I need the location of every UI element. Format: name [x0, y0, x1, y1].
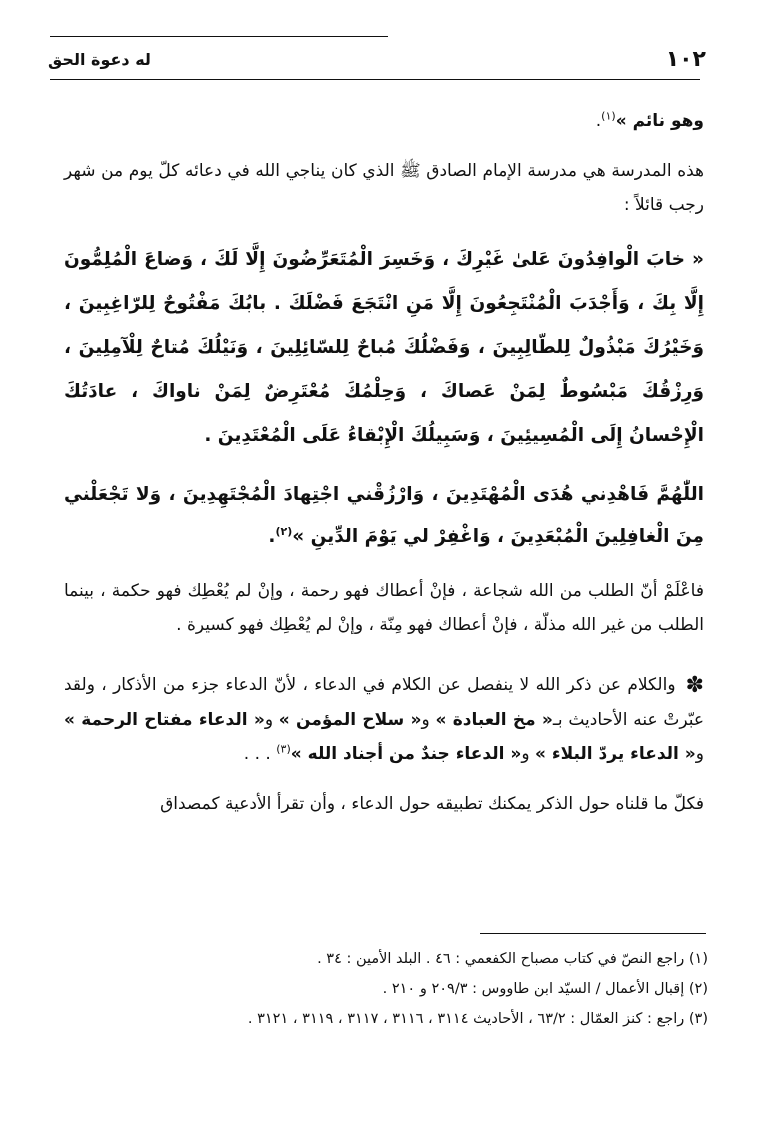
period: .	[595, 111, 602, 131]
footnote-rule	[480, 933, 706, 934]
paragraph-0	[64, 104, 704, 138]
header-rule	[50, 79, 700, 80]
footnote-ref-1: (١)	[601, 109, 616, 123]
ellipsis: . . .	[243, 744, 277, 764]
flower-ornament-icon: ✽	[685, 673, 704, 698]
footnote-1: (١) راجع النصّ في كتاب مصباح الكفعمي : ٤٦ . البلد الأمين : ٣٤ .	[317, 951, 708, 967]
conjunction: و	[421, 710, 436, 730]
conjunction: و	[695, 744, 704, 764]
p3-text: والكلام عن ذكر الله لا ينفصل عن الكلام في الدعاء ، لأنّ الدعاء جزء من الأذكار ، ولقد عبّرتْ عنه الأحاديث بـ	[64, 675, 704, 730]
quote-5: « الدعاء جندٌ من أجناد الله »	[290, 744, 522, 764]
paragraph-2: فاعْلَمْ أنّ الطلب من الله شجاعة ، فإنْ أعطاك فهو رحمة ، وإنْ لم يُعْطِك فهو حكمة ، بينما الطلب من غير الله مذلّة ، فإنْ أعطاك فهو مِنّة ، وإنْ لم يُعْطِك فهو كسيرة .	[64, 581, 704, 635]
footnote-ref-2: (٢)	[275, 524, 293, 538]
paragraph-4: فكلّ ما قلناه حول الذكر يمكنك تطبيقه حول الدعاء ، وأن تقرأ الأدعية كمصداق	[160, 794, 704, 814]
paragraph-3	[64, 668, 704, 771]
footnote-3: (٣) راجع : كنز العمّال : ٦٣/٢ ، الأحاديث ٣١١٤ ، ٣١١٦ ، ٣١١٧ ، ٣١١٩ ، ٣١٢١ .	[247, 1011, 708, 1027]
quote-4: « الدعاء يردّ البلاء »	[534, 744, 696, 764]
footnotes	[40, 944, 708, 1034]
quote-3: « الدعاء مفتاح الرحمة »	[64, 710, 265, 730]
footnote-ref-3: (٣)	[276, 742, 291, 756]
prayer-paragraph-2	[64, 474, 704, 558]
footnote-2: (٢) إقبال الأعمال / السيّد ابن طاووس : ٢٠٩/٣ و ٢١٠ .	[382, 981, 708, 997]
quote-2: « سلاح المؤمن »	[278, 710, 422, 730]
running-title: له دعوة الحق	[48, 49, 151, 69]
top-rule	[50, 36, 388, 37]
main-text	[64, 104, 704, 837]
prayer-paragraph-1: « خابَ الْوافِدُونَ عَلىٰ غَيْرِكَ ، وَخَسِرَ الْمُتَعَرِّضُونَ إِلَّا لَكَ ، وَضاعَ الْمُلِمُّونَ إِلَّا بِكَ ، وَأَجْدَبَ الْمُنْتَجِعُونَ إِلَّا مَنِ انْتَجَعَ فَضْلَكَ . بابُكَ مَفْتُوحٌ لِلرّاغِبِينَ ، وَخَيْرُكَ مَبْذُولٌ لِلطّالِبِينَ ، وَفَضْلُكَ مُباحٌ لِلسّائِلِينَ ، وَنَيْلُكَ مُتاحٌ لِلْآمِلِينَ ، وَرِزْقُكَ مَبْسُوطٌ لِمَنْ عَصاكَ ، وَحِلْمُكَ مُعْتَرِضٌ لِمَنْ ناواكَ ، عادَتُكَ الْإِحْسانُ إِلَى الْمُسِيئِينَ ، وَسَبِيلُكَ الْإِبْقاءُ عَلَى الْمُعْتَدِينَ .	[64, 249, 704, 446]
conjunction: و	[264, 710, 279, 730]
quote-1: « مخ العبادة »	[435, 710, 553, 730]
paragraph-1: هذه المدرسة هي مدرسة الإمام الصادق ﷺ الذي كان يناجي الله في دعائه كلّ يوم من شهر رجب قائلاً :	[64, 161, 704, 215]
page-number: ١٠٢	[665, 46, 706, 72]
conjunction: و	[521, 744, 535, 764]
page-header	[48, 44, 706, 74]
prayer-2-text: اللّٰهُمَّ فَاهْدِني هُدَى الْمُهْتَدِينَ ، وَارْزُقْني اجْتِهادَ الْمُجْتَهِدِينَ ، وَلا تَجْعَلْني مِنَ الْغافِلِينَ الْمُبْعَدِينَ ، وَاغْفِرْ لي يَوْمَ الدِّينِ »	[64, 484, 704, 547]
quote-end: وهو نائم »	[615, 111, 704, 131]
period: .	[268, 526, 276, 547]
